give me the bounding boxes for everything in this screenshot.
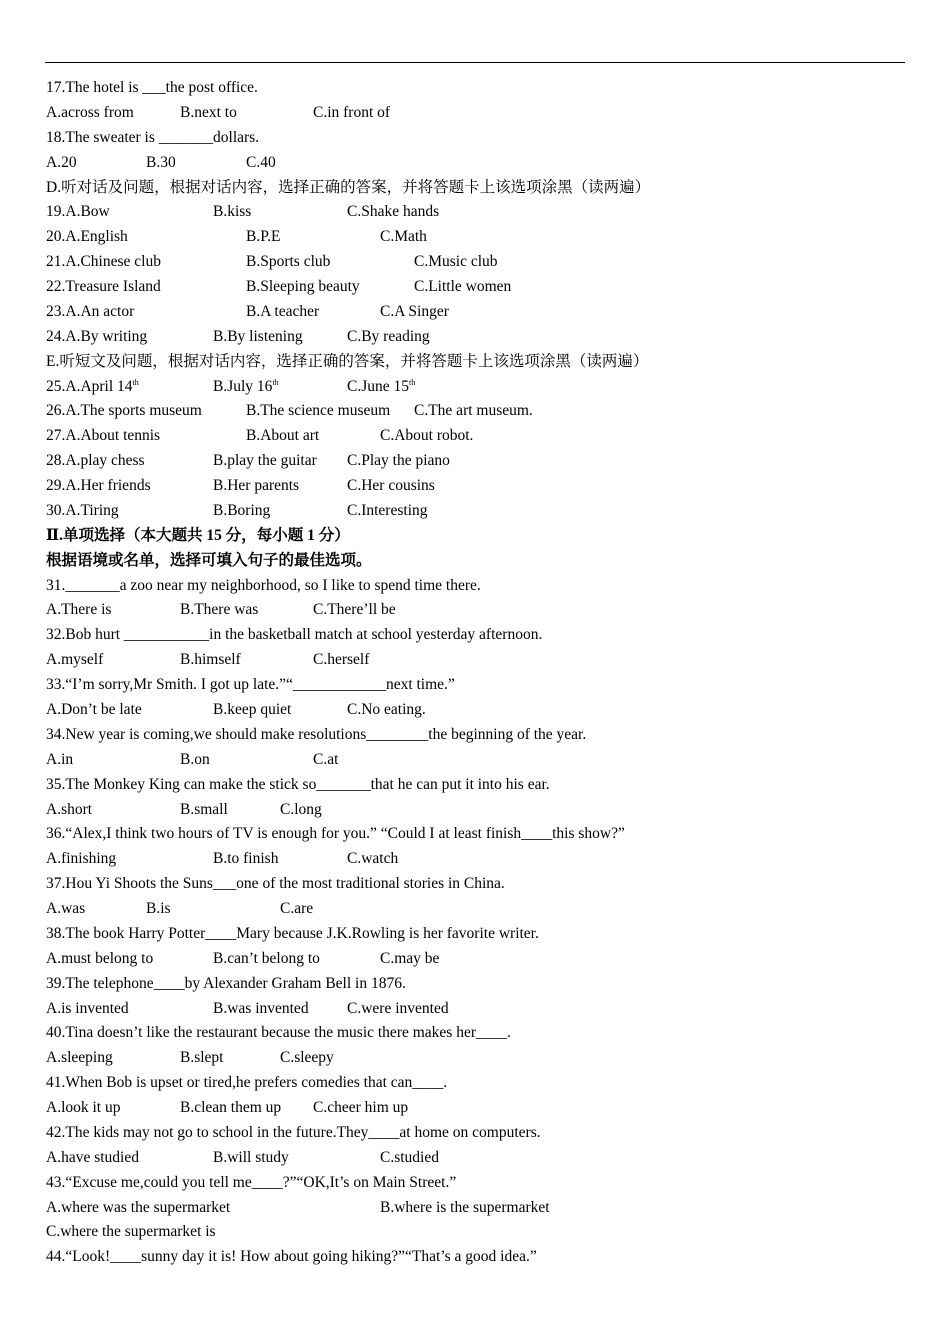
line-text xyxy=(46,922,539,946)
text-run: B.is xyxy=(146,900,171,918)
option-text xyxy=(246,275,360,299)
text-run: C.Shake hands xyxy=(347,203,440,221)
text-run: B.P.E xyxy=(246,228,281,246)
text-run: 17.The hotel is ___the post office. xyxy=(46,79,258,96)
text-run: A.was xyxy=(46,900,86,918)
line-text xyxy=(46,947,153,971)
line-text xyxy=(46,698,142,722)
text-run: C.By reading xyxy=(347,327,430,345)
text-run: 根据语境或名单，选择可填入句子的最佳选项。 xyxy=(46,551,372,569)
option-text xyxy=(414,275,511,299)
option-text xyxy=(246,250,330,274)
option-text xyxy=(313,101,390,125)
text-run: D.听对话及问题，根据对话内容，选择正确的答案，并将答题卡上该选项涂黑（读两遍） xyxy=(46,178,651,196)
line-text xyxy=(46,1220,216,1244)
text-run: A.20 xyxy=(46,153,77,171)
line-text xyxy=(46,847,116,871)
line-text xyxy=(46,250,161,274)
option-text xyxy=(380,1196,550,1220)
option-text xyxy=(180,1046,224,1070)
text-run: A.short xyxy=(46,800,93,818)
line-text xyxy=(46,1021,511,1045)
option-text xyxy=(313,648,369,672)
option-text xyxy=(213,997,309,1021)
text-run: A.where was the supermarket xyxy=(46,1198,231,1216)
text-run: A.must belong to xyxy=(46,949,154,967)
text-run: 29.A.Her friends xyxy=(46,477,151,495)
option-text xyxy=(380,1146,439,1170)
text-run: C.where the supermarket is xyxy=(46,1223,216,1241)
text-run: C.Her cousins xyxy=(347,477,435,495)
text-run: 22.Treasure Island xyxy=(46,278,161,296)
line-text xyxy=(46,151,77,175)
text-run: 40.Tina doesn’t like the restaurant because the music there makes her____. xyxy=(46,1024,511,1042)
line-text xyxy=(46,350,648,374)
text-run: A.have studied xyxy=(46,1148,139,1166)
option-text xyxy=(213,449,317,473)
text-run: 36.“Alex,I think two hours of TV is enough for you.” “Could I at least finish____this show?” xyxy=(46,825,625,843)
ordinal-superscript: th xyxy=(132,377,139,387)
line-text xyxy=(46,972,406,996)
line-text xyxy=(46,76,258,100)
option-text xyxy=(146,151,176,175)
text-run: 39.The telephone____by Alexander Graham Bell in 1876. xyxy=(46,974,406,992)
line-text xyxy=(46,748,73,772)
text-run: B.About art xyxy=(246,427,320,445)
text-run: B.Sports club xyxy=(246,253,331,271)
ordinal-superscript: th xyxy=(272,377,279,387)
text-run: B.Sleeping beauty xyxy=(246,278,360,296)
text-run: B.slept xyxy=(180,1049,224,1067)
option-text xyxy=(180,598,258,622)
line-text xyxy=(46,623,542,647)
text-run: C.herself xyxy=(313,651,370,669)
text-run: C.studied xyxy=(380,1148,439,1166)
text-run: 44.“Look!____sunny day it is! How about going hiking?”“That’s a good idea.” xyxy=(46,1248,537,1266)
text-run: 25.A.April 14 xyxy=(46,377,133,395)
text-run: A.sleeping xyxy=(46,1049,113,1067)
text-run: C.at xyxy=(313,750,339,768)
text-run: A.There is xyxy=(46,601,112,619)
line-text xyxy=(46,1046,113,1070)
option-text xyxy=(347,997,449,1021)
line-text xyxy=(46,101,134,125)
option-text xyxy=(347,474,435,498)
line-text xyxy=(46,1245,537,1269)
text-run: C.The art museum. xyxy=(414,402,533,420)
option-text xyxy=(180,748,210,772)
text-run: B.July 16 xyxy=(213,377,273,395)
text-run: B.kiss xyxy=(213,203,252,221)
text-run: 32.Bob hurt ___________in the basketball match at school yesterday afternoon. xyxy=(46,626,543,644)
option-text xyxy=(213,200,251,224)
text-run: C.A Singer xyxy=(380,302,449,320)
line-text xyxy=(46,225,128,249)
line-text xyxy=(46,200,110,224)
ordinal-superscript: th xyxy=(409,377,416,387)
text-run: 21.A.Chinese club xyxy=(46,253,161,271)
text-run: 34.New year is coming,we should make resolutions________the beginning of the year. xyxy=(46,725,587,743)
text-run: C.sleepy xyxy=(280,1049,334,1067)
text-run: A.is invented xyxy=(46,999,129,1017)
text-run: C.There’ll be xyxy=(313,601,396,619)
option-text xyxy=(414,399,533,423)
text-run: C.watch xyxy=(347,850,399,868)
option-text xyxy=(213,1146,289,1170)
option-text xyxy=(347,375,415,399)
text-run: B.small xyxy=(180,800,228,818)
line-text xyxy=(46,798,92,822)
line-text xyxy=(46,549,372,573)
text-run: C.cheer him up xyxy=(313,1099,409,1117)
option-text xyxy=(213,474,299,498)
text-run: B.where is the supermarket xyxy=(380,1198,550,1216)
line-text xyxy=(46,872,505,896)
option-text xyxy=(347,200,439,224)
text-run: 23.A.An actor xyxy=(46,302,135,320)
option-text xyxy=(246,399,390,423)
text-run: A.Don’t be late xyxy=(46,701,142,718)
option-text xyxy=(347,325,430,349)
line-text xyxy=(46,499,119,523)
text-run: C.in front of xyxy=(313,103,391,121)
text-run: 30.A.Tiring xyxy=(46,501,119,519)
option-text xyxy=(180,648,241,672)
line-text xyxy=(46,1171,456,1195)
option-text xyxy=(213,499,270,523)
option-text xyxy=(246,424,319,448)
option-text xyxy=(246,225,280,249)
line-text xyxy=(46,1146,139,1170)
option-text xyxy=(380,424,473,448)
text-run: 41.When Bob is upset or tired,he prefers comedies that can____. xyxy=(46,1074,448,1092)
line-text xyxy=(46,897,85,921)
text-run: A.look it up xyxy=(46,1099,121,1117)
option-text xyxy=(347,449,450,473)
option-text xyxy=(180,1096,281,1120)
line-text xyxy=(46,300,134,324)
option-text xyxy=(246,151,276,175)
text-run: B.on xyxy=(180,750,210,768)
text-run: C.40 xyxy=(246,153,276,171)
option-text xyxy=(414,250,498,274)
text-run: C.may be xyxy=(380,949,440,967)
text-run: 38.The book Harry Potter____Mary because J.K.Rowling is her favorite writer. xyxy=(46,924,539,942)
text-run: C.About robot. xyxy=(380,427,474,445)
option-text xyxy=(213,847,278,871)
text-run: 43.“Excuse me,could you tell me____?”“OK,It’s on Main Street.” xyxy=(46,1173,457,1191)
option-text xyxy=(347,847,398,871)
text-run: C.Interesting xyxy=(347,501,428,519)
line-text xyxy=(46,1121,541,1145)
text-run: 42.The kids may not go to school in the future.They____at home on computers. xyxy=(46,1123,541,1141)
text-run: A.across from xyxy=(46,103,134,121)
text-run: Ⅱ.单项选择（本大题共 15 分，每小题 1 分） xyxy=(46,526,350,544)
option-text xyxy=(213,325,303,349)
option-text xyxy=(380,225,427,249)
text-run: 33.“I’m sorry,Mr Smith. I got up late.”“____________next time.” xyxy=(46,676,455,694)
line-text xyxy=(46,574,481,598)
option-text xyxy=(347,698,426,722)
option-text xyxy=(313,1096,408,1120)
line-text xyxy=(46,126,259,150)
option-text xyxy=(280,1046,334,1070)
text-run: 31._______a zoo near my neighborhood, so I like to spend time there. xyxy=(46,576,481,594)
text-run: 19.A.Bow xyxy=(46,203,110,221)
text-run: B.Boring xyxy=(213,501,271,519)
line-text xyxy=(46,176,650,200)
line-text xyxy=(46,1071,447,1095)
text-run: A.myself xyxy=(46,651,104,669)
line-text xyxy=(46,723,586,747)
option-text xyxy=(313,598,396,622)
line-text xyxy=(46,673,455,697)
text-run: C.long xyxy=(280,800,322,818)
text-run: B.A teacher xyxy=(246,302,320,320)
text-run: 35.The Monkey King can make the stick so_______that he can put it into his ear. xyxy=(46,775,550,793)
text-run: B.next to xyxy=(180,103,237,121)
text-run: B.The science museum xyxy=(246,402,391,420)
text-run: B.himself xyxy=(180,651,241,669)
text-run: 28.A.play chess xyxy=(46,452,145,470)
option-text xyxy=(280,798,322,822)
line-text xyxy=(46,1096,121,1120)
line-text xyxy=(46,997,129,1021)
option-text xyxy=(313,748,338,772)
text-run: 20.A.English xyxy=(46,228,128,246)
text-run: C.Music club xyxy=(414,253,498,271)
text-run: B.30 xyxy=(146,153,176,171)
option-text xyxy=(180,798,228,822)
text-run: A.finishing xyxy=(46,850,117,868)
text-run: B.to finish xyxy=(213,850,279,868)
line-text xyxy=(46,375,139,399)
text-run: C.are xyxy=(280,900,314,918)
text-run: B.There was xyxy=(180,601,259,619)
line-text xyxy=(46,524,350,548)
text-run: 27.A.About tennis xyxy=(46,427,161,445)
text-run: E.听短文及问题，根据对话内容，选择正确的答案，并将答题卡上该选项涂黑（读两遍） xyxy=(46,352,649,370)
option-text xyxy=(380,947,439,971)
option-text xyxy=(180,101,237,125)
text-run: C.Play the piano xyxy=(347,452,450,470)
text-run: 18.The sweater is _______dollars. xyxy=(46,128,260,146)
text-run: B.Her parents xyxy=(213,477,300,495)
line-text xyxy=(46,275,161,299)
line-text xyxy=(46,648,103,672)
text-run: B.was invented xyxy=(213,999,309,1017)
text-run: 24.A.By writing xyxy=(46,327,148,345)
option-text xyxy=(213,698,291,722)
option-text xyxy=(280,897,313,921)
text-run: B.play the guitar xyxy=(213,452,317,470)
line-text xyxy=(46,325,147,349)
text-run: C.Little women xyxy=(414,278,512,296)
text-run: C.No eating. xyxy=(347,701,426,718)
text-run: B.keep quiet xyxy=(213,701,292,718)
line-text xyxy=(46,822,625,846)
line-text xyxy=(46,1196,230,1220)
text-run: B.can’t belong to xyxy=(213,949,320,967)
option-text xyxy=(347,499,428,523)
text-run: 26.A.The sports museum xyxy=(46,402,202,420)
line-text xyxy=(46,449,145,473)
line-text xyxy=(46,598,111,622)
option-text xyxy=(213,375,279,399)
option-text xyxy=(380,300,449,324)
option-text xyxy=(246,300,319,324)
text-run: C.Math xyxy=(380,228,427,246)
line-text xyxy=(46,424,160,448)
text-run: B.clean them up xyxy=(180,1099,282,1117)
line-text xyxy=(46,399,202,423)
text-run: B.By listening xyxy=(213,327,303,345)
line-text xyxy=(46,773,550,797)
option-text xyxy=(146,897,171,921)
text-run: C.June 15 xyxy=(347,377,409,395)
option-text xyxy=(213,947,320,971)
text-run: A.in xyxy=(46,750,74,768)
line-text xyxy=(46,474,151,498)
header-rule xyxy=(45,62,905,63)
text-run: B.will study xyxy=(213,1148,289,1166)
text-run: 37.Hou Yi Shoots the Suns___one of the most traditional stories in China. xyxy=(46,875,505,893)
text-run: C.were invented xyxy=(347,999,449,1017)
